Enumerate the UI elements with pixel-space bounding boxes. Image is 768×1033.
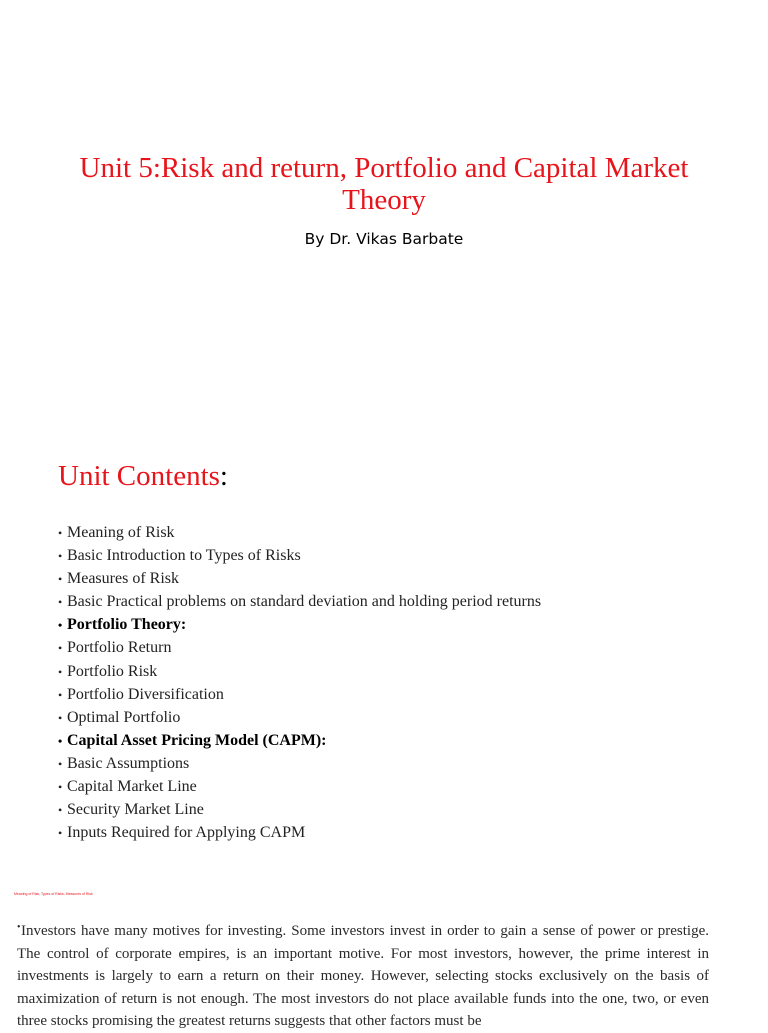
contents-item-text: Measures of Risk	[67, 570, 179, 588]
contents-item	[58, 544, 541, 567]
contents-item-text: Optimal Portfolio	[67, 708, 181, 726]
contents-item-text: Basic Practical problems on standard deviation and holding period returns	[67, 593, 542, 611]
slide-title: Unit 5:Risk and return, Portfolio and Capital Market Theory	[79, 152, 689, 216]
slide-caption: Meaning of Risk, Types of Risks, Measures of Risk	[14, 892, 93, 896]
bullet-icon: •	[58, 664, 63, 679]
contents-item	[58, 775, 541, 798]
contents-item	[58, 683, 541, 706]
contents-item-text: Portfolio Theory:	[67, 616, 187, 634]
bullet-icon: •	[58, 780, 63, 795]
bullet-icon: •	[17, 922, 21, 933]
contents-item-text: Capital Asset Pricing Model (CAPM):	[67, 731, 327, 749]
bullet-icon: •	[58, 826, 63, 841]
paragraph-text: Investors have many motives for investing. Some investors invest in order to gain a sense of power or prestige. The control of corporate empires, is an important motive. For most investors, however, the prime interest in investments is largely to earn a return on their money. However, selecting stocks exclusively on the basis of maximization of return is not enough. The most investors do not place available funds into the one, two, or even three stocks promising the greatest returns suggests that other factors must be	[17, 923, 709, 1030]
contents-item	[58, 521, 541, 544]
bullet-icon: •	[58, 710, 63, 725]
contents-item	[58, 706, 541, 729]
contents-item	[58, 567, 541, 590]
bullet-icon: •	[58, 572, 63, 587]
contents-item-text: Portfolio Diversification	[67, 685, 224, 703]
unit-contents-list	[58, 521, 541, 844]
contents-item-text: Security Market Line	[67, 801, 204, 819]
bullet-icon: •	[58, 803, 63, 818]
investment-motives-paragraph	[17, 920, 709, 1033]
contents-item-text: Basic Assumptions	[67, 754, 190, 772]
bullet-icon: •	[58, 756, 63, 771]
contents-item	[58, 660, 541, 683]
bullet-icon: •	[58, 687, 63, 702]
bullet-icon: •	[58, 526, 63, 540]
contents-item-text: Inputs Required for Applying CAPM	[67, 824, 306, 842]
contents-item	[58, 752, 541, 775]
contents-item	[58, 821, 541, 844]
contents-section-heading	[58, 729, 541, 752]
unit-contents-heading	[58, 458, 228, 494]
bullet-icon: •	[58, 549, 63, 564]
contents-item	[58, 590, 541, 613]
contents-item-text: Portfolio Return	[67, 639, 172, 657]
contents-item	[58, 636, 541, 659]
bullet-icon: •	[58, 618, 63, 633]
contents-section-heading	[58, 613, 541, 636]
contents-item	[58, 798, 541, 821]
bullet-icon: •	[58, 733, 63, 748]
contents-item-text: Basic Introduction to Types of Risks	[67, 547, 301, 565]
bullet-icon: •	[58, 641, 63, 656]
bullet-icon: •	[58, 595, 63, 610]
contents-item-text: Meaning of Risk	[67, 524, 175, 541]
unit-contents-heading-colon: :	[219, 460, 228, 492]
unit-contents-heading-text: Unit Contents	[58, 460, 220, 492]
slide-author: By Dr. Vikas Barbate	[304, 230, 464, 248]
contents-item-text: Portfolio Risk	[67, 662, 158, 680]
contents-item-text: Capital Market Line	[67, 778, 197, 796]
